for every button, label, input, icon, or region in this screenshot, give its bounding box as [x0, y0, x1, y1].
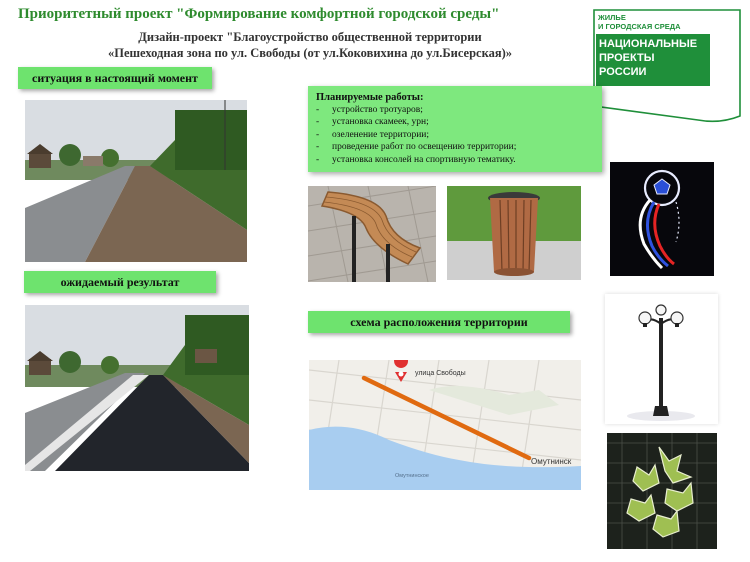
label-expected-result: ожидаемый результат: [24, 271, 216, 293]
planned-work-item: - проведение работ по освещению территории;: [316, 141, 594, 153]
subtitle-line-2: «Пешеходная зона по ул. Свободы (от ул.Коковихина до ул.Бисерская)»: [107, 46, 513, 60]
label-current-situation: ситуация в настоящий момент: [18, 67, 212, 89]
planned-work-item: - установка скамеек, урн;: [316, 116, 594, 128]
photo-trash-bin: [447, 186, 581, 280]
current-road-illustration: [25, 100, 247, 262]
football-console-illustration: [610, 162, 714, 276]
national-projects-logo: [590, 6, 745, 124]
planned-works-box: [308, 86, 602, 172]
logo-line-2: ПРОЕКТЫ: [599, 52, 655, 64]
territory-map-svg: [309, 360, 581, 490]
logo-main-text: [599, 37, 709, 79]
logo-line-1: НАЦИОНАЛЬНЫЕ: [599, 38, 698, 50]
expected-road-illustration: [25, 305, 249, 471]
planned-works-title: Планируемые работы:: [316, 92, 424, 103]
photo-football-light-console: [610, 162, 714, 276]
page-title: Приоритетный проект "Формирование комфортной городской среды": [18, 6, 500, 22]
photo-plant: [607, 433, 717, 549]
logo-line-3: РОССИИ: [599, 66, 647, 78]
bench-illustration: [308, 186, 436, 282]
map-street-label: улица Свободы: [415, 370, 466, 377]
planned-work-item: - озеленение территории;: [316, 129, 594, 141]
map-reservoir-label: Омутнинское: [395, 473, 429, 479]
planned-works-list: [316, 104, 594, 166]
trash-bin-illustration: [447, 186, 581, 280]
plant-illustration: [607, 433, 717, 549]
street-lamp-illustration: [605, 294, 718, 424]
subtitle-line-1: Дизайн-проект "Благоустройство общественной территории: [138, 30, 482, 44]
photo-current-road: [25, 100, 247, 262]
territory-map[interactable]: [309, 360, 581, 490]
logo-top-text: ЖИЛЬЕ И ГОРОДСКАЯ СРЕДА: [598, 13, 681, 31]
map-town-label: Омутнинск: [531, 457, 572, 466]
planned-work-item: - устройство тротуаров;: [316, 104, 594, 116]
photo-expected-road: [25, 305, 249, 471]
photo-bench: [308, 186, 436, 282]
photo-street-lamp: [605, 294, 718, 424]
planned-work-item: - установка консолей на спортивную тематику.: [316, 154, 594, 166]
label-scheme: схема расположения территории: [308, 311, 570, 333]
